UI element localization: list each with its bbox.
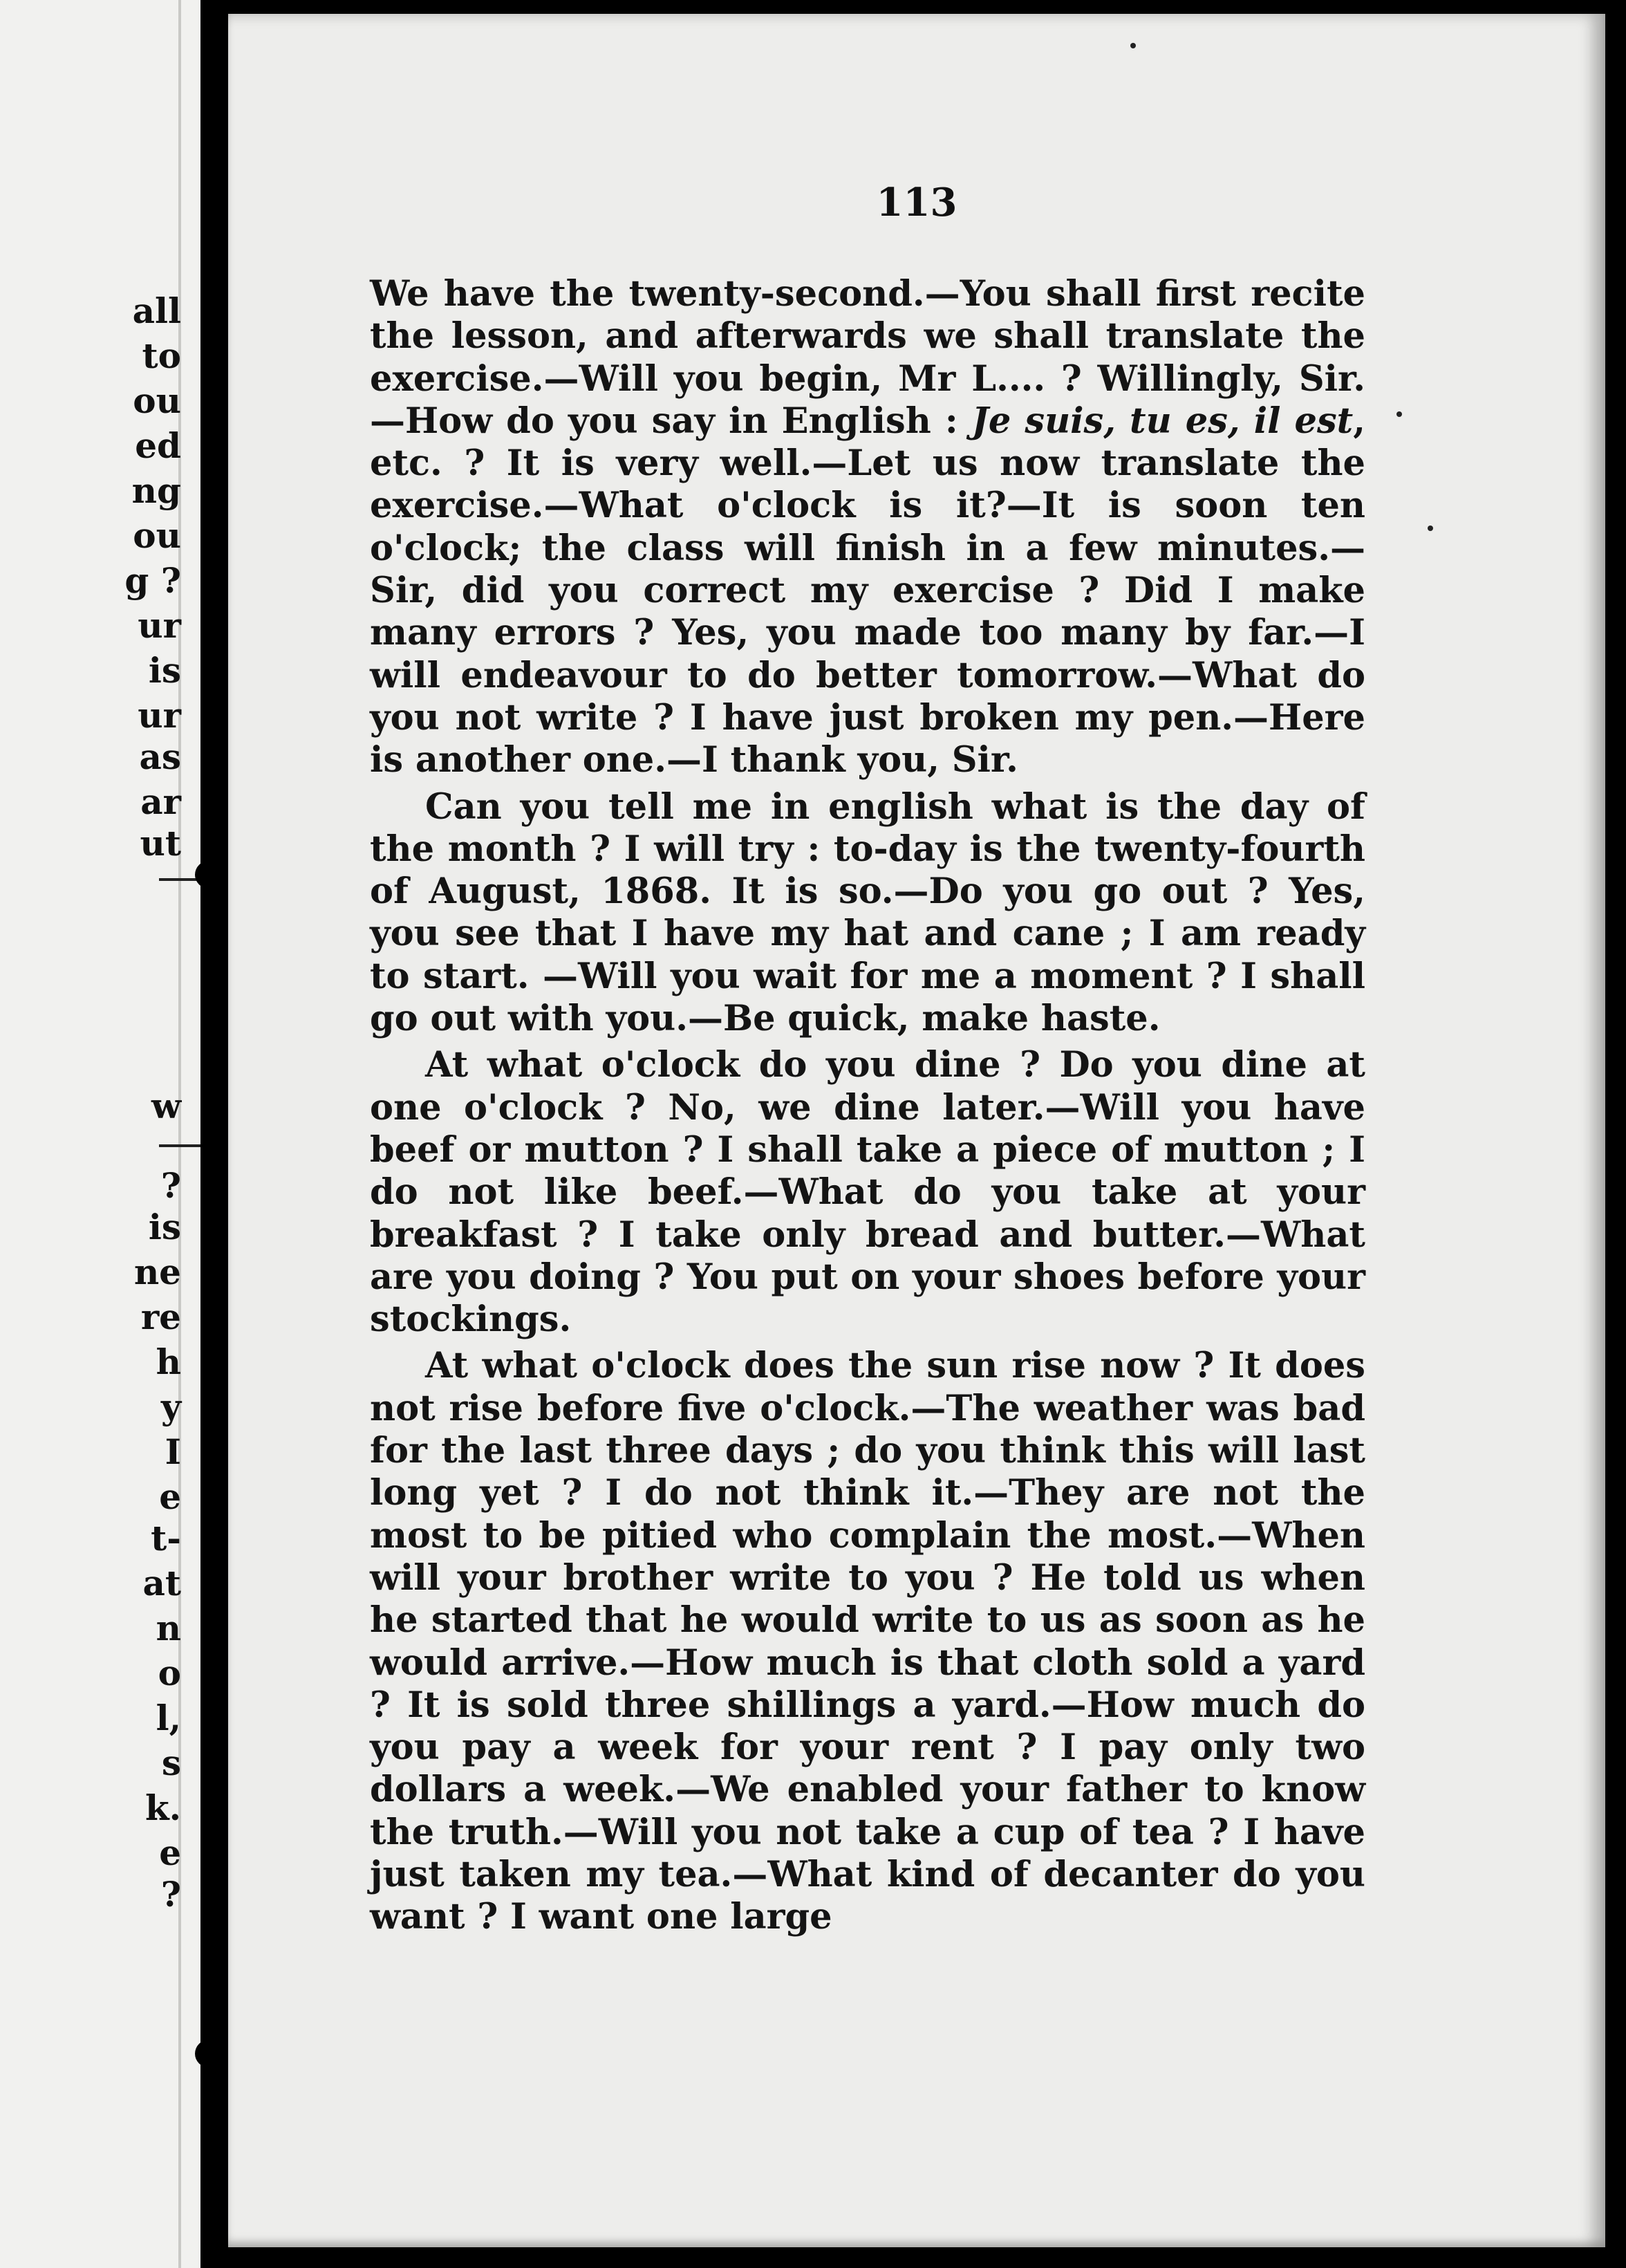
page-number: 113 — [876, 180, 957, 225]
left-page-fragment: ne — [133, 1252, 181, 1292]
left-page-fragment: w — [151, 1086, 181, 1126]
text-segment: , etc. ? It is very well.—Let us now translate the exercise.—What o'clock is it?—It is soon ten o'clock; the class will finish in a few minutes.—Sir, did you correct my exercise ? Did I make many errors ? Yes, you made too many by far.—I will endeavour to do better tomorrow.—What do you not write ? I have just broken my pen.—Here is another one.—I thank you, Sir. — [370, 400, 1366, 781]
binding-nub — [195, 2040, 223, 2067]
italic-text-segment: Je suis, tu es, il est — [971, 400, 1354, 442]
print-speck — [1428, 526, 1433, 531]
paragraph — [370, 1345, 1365, 1938]
left-page-fragment: s — [161, 1742, 181, 1783]
left-page-fragment: y — [160, 1386, 181, 1427]
left-page-fragment: ar — [140, 781, 181, 822]
left-page-fragment: at — [142, 1563, 181, 1604]
left-page-fragment: is — [148, 650, 181, 691]
left-page-fragment: n — [156, 1608, 181, 1648]
left-page-fragment: k. — [144, 1787, 181, 1828]
left-page-fragment: all — [132, 290, 181, 331]
left-page-fragment: ed — [135, 425, 181, 466]
section-rule — [159, 878, 200, 881]
text-segment: Can you tell me in english what is the day of the month ? I will try : to-day is the twenty-fourth of August, 1868. It is so.—Do you go out ? Yes, you see that I have my hat and cane ; I am ready to start. —Will you wait for me a moment ? I shall go out with you.—Be quick, make haste. — [370, 786, 1365, 1040]
left-page-fragment: is — [148, 1207, 181, 1247]
section-rule — [159, 1144, 200, 1147]
left-page-fragment: ? — [160, 1874, 181, 1915]
left-page-fragment: ur — [138, 605, 181, 646]
paragraph — [370, 786, 1365, 1041]
print-speck — [1396, 411, 1402, 417]
paragraph — [370, 1044, 1365, 1341]
left-page-fragment: l, — [156, 1698, 181, 1738]
left-page-fragment: t- — [151, 1518, 181, 1559]
left-page-fragment: g ? — [124, 560, 181, 601]
text-segment: At what o'clock do you dine ? Do you dine at one o'clock ? No, we dine later.—Will you have beef or mutton ? I shall take a piece of mutton ; I do not like beef.—What do you take at your breakfast ? I take only bread and butter.—What are you doing ? You put on your shoes before your stockings. — [370, 1044, 1365, 1341]
left-page-fragment: as — [139, 736, 181, 777]
paragraph — [370, 273, 1365, 782]
left-page-fragment: re — [140, 1296, 181, 1337]
text-segment: At what o'clock does the sun rise now ? It does not rise before five o'clock.—The weather was bad for the last three days ; do you think this will last long yet ? I do not think it.—They are not the most to be pitied who complain the most.—When will your brother write to you ? He told us when he started that he would write to us as soon as he would arrive.—How much is that cloth sold a yard ? It is sold three shillings a yard.—How much do you pay a week for your rent ? I pay only two dollars a week.—We enabled your father to know the truth.—Will you not take a cup of tea ? I have just taken my tea.—What kind of decanter do you want ? I want one large — [370, 1345, 1365, 1938]
left-page-fragment: h — [156, 1341, 181, 1382]
book-gutter — [200, 0, 228, 2268]
left-page-fragment: o — [158, 1653, 181, 1693]
left-page-fragment: e — [159, 1832, 181, 1873]
text-segment: We have the twenty-second.—You shall first recite the lesson, and afterwards we shall translate the exercise.—Will you begin, Mr L.... ? Willingly, Sir.—How do you say in English : — [370, 273, 1365, 442]
left-page-fragment: ut — [140, 823, 181, 864]
left-page-fragment: I — [165, 1431, 181, 1472]
left-page-fragment: ur — [138, 695, 181, 736]
left-page-fragment: ou — [133, 515, 181, 556]
left-page-fragment: to — [142, 335, 181, 376]
left-page-fragment: ? — [160, 1165, 181, 1206]
left-page-fragment: ou — [133, 380, 181, 421]
binding-nub — [195, 861, 223, 889]
print-speck — [1130, 43, 1136, 48]
left-page-fragment: e — [159, 1476, 181, 1517]
right-page — [228, 14, 1605, 2247]
left-page-edge — [0, 0, 200, 2268]
page-body-text — [370, 273, 1365, 1939]
left-page-fragment: ng — [131, 470, 181, 511]
